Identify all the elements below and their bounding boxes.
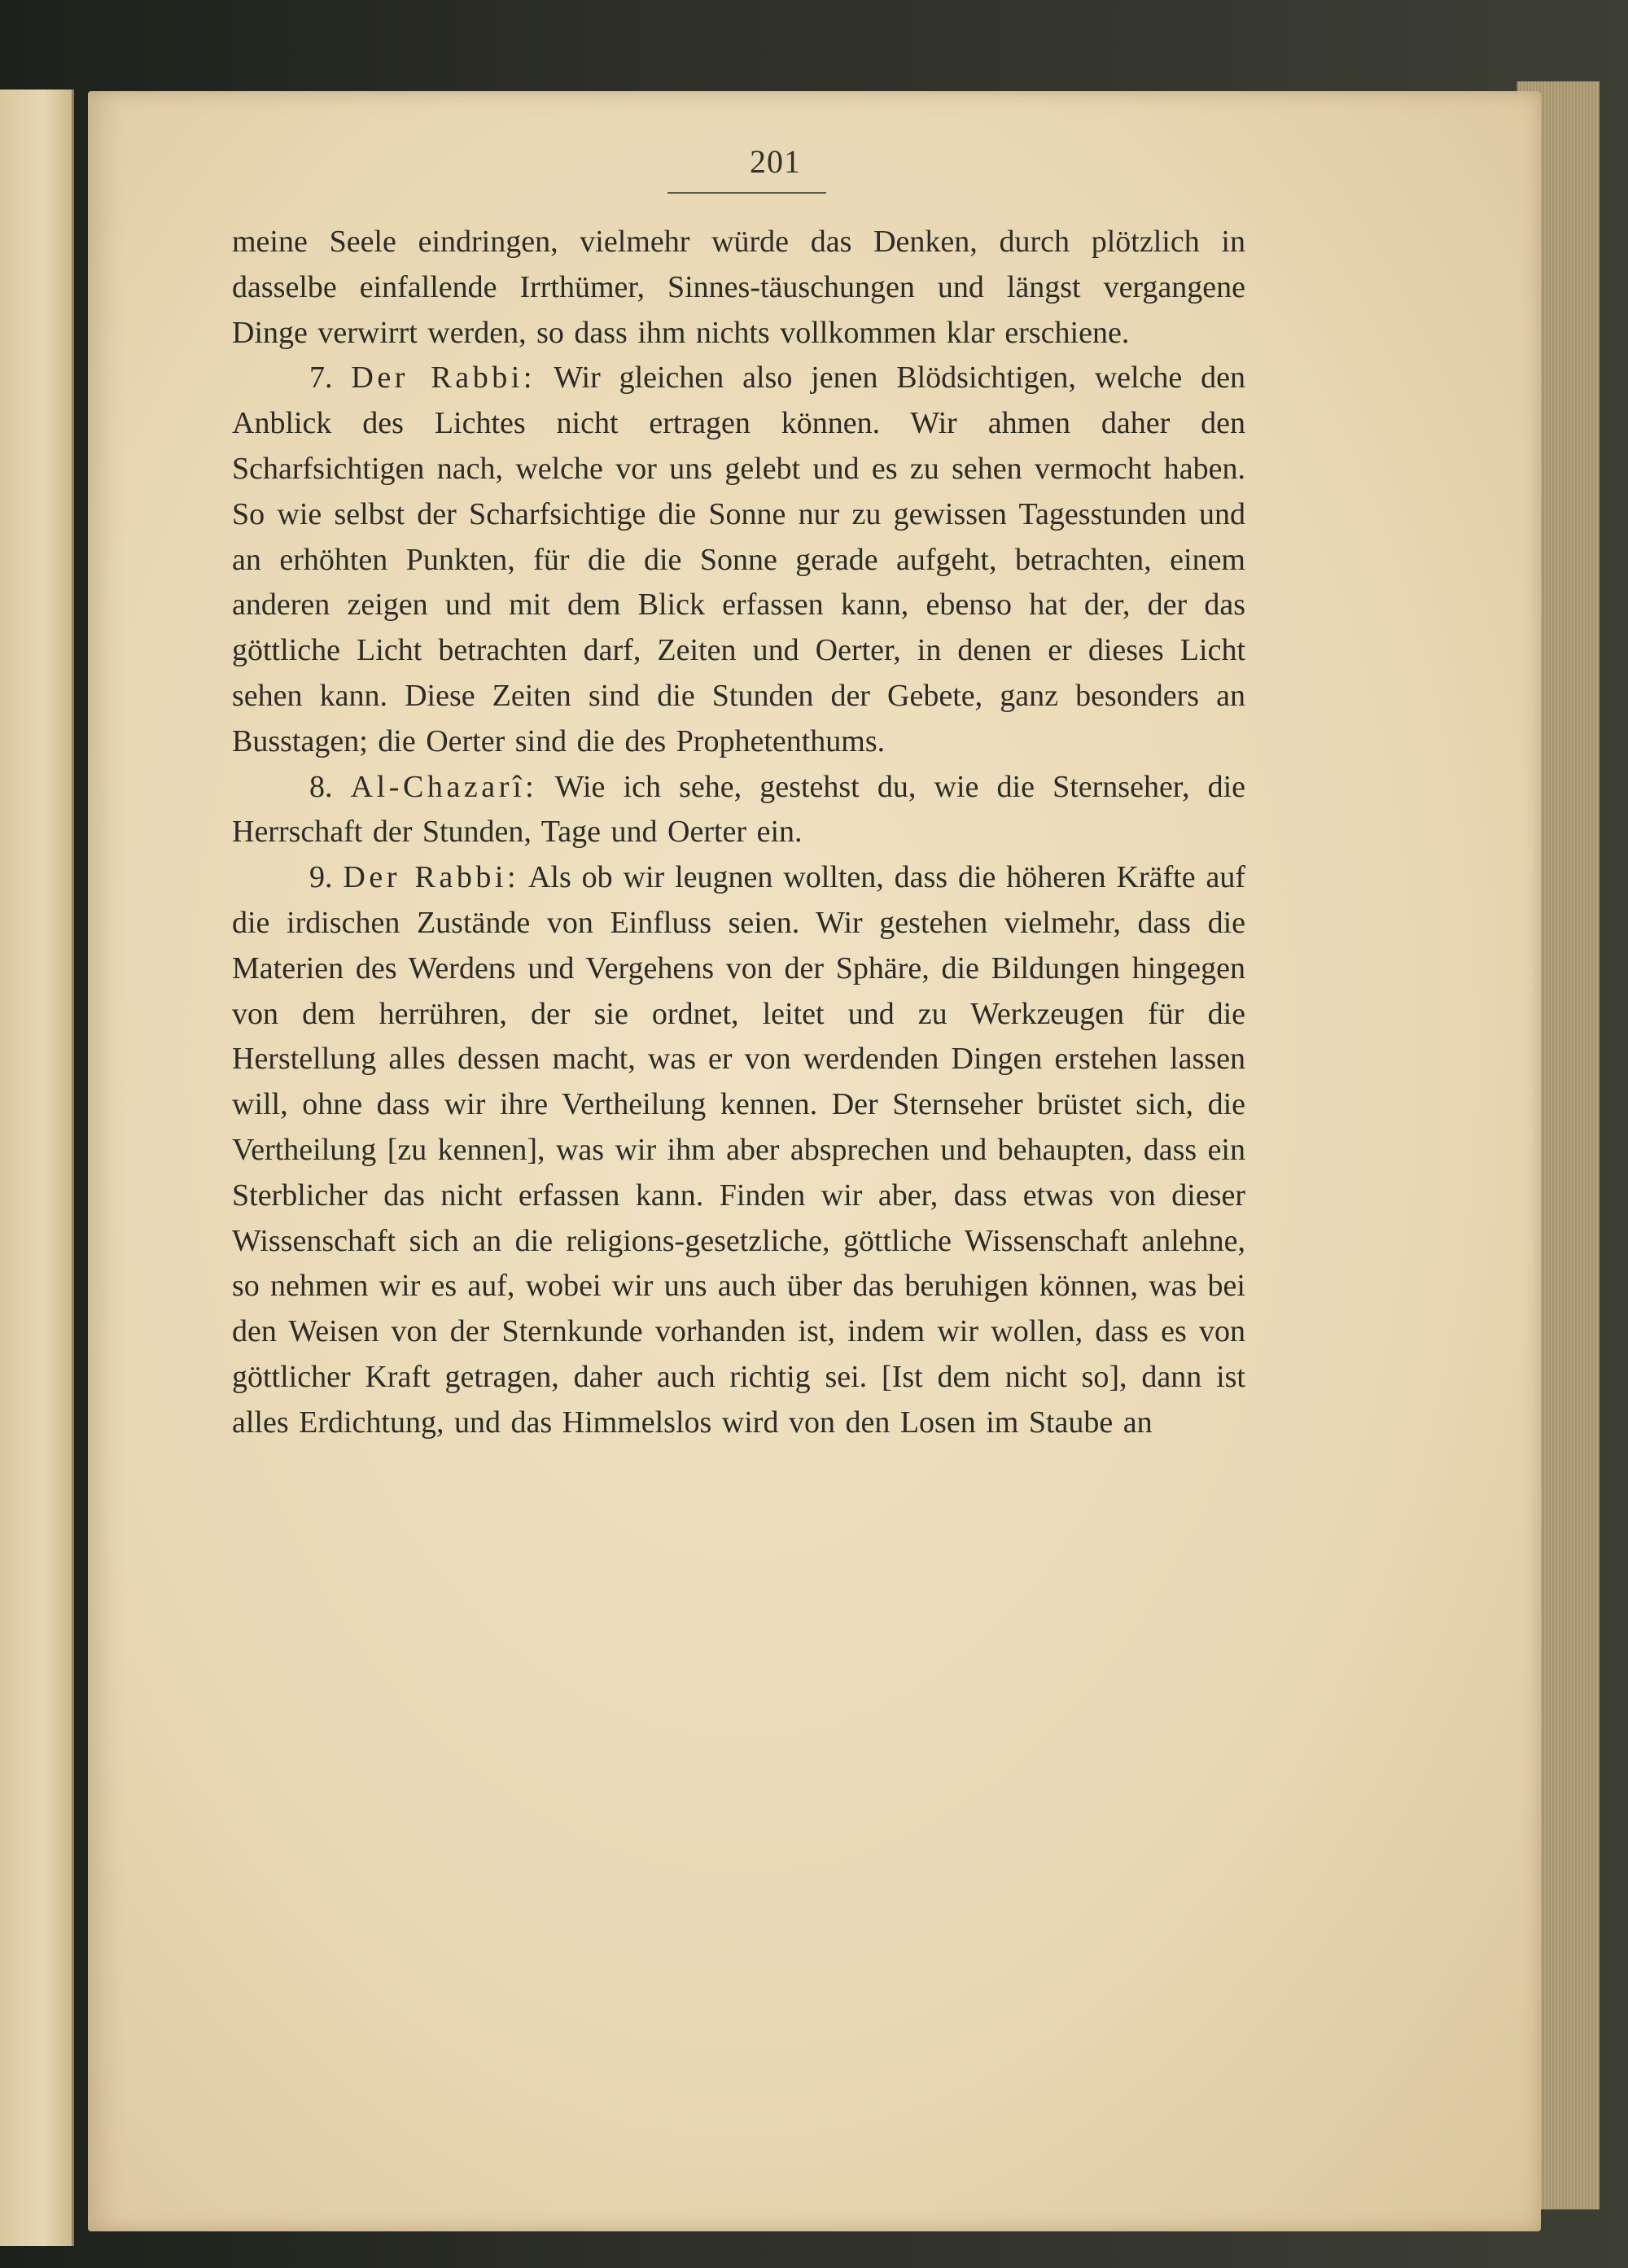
left-page-edge	[0, 90, 74, 2246]
speaker-label: Der Rabbi:	[351, 361, 536, 395]
paragraph-8	[232, 765, 1245, 856]
header-rule	[667, 192, 826, 194]
paragraph-text: meine Seele eindringen, vielmehr würde das Denken, durch plötzlich in dasselbe einfallende Irrthümer, Sinnes-täuschungen und längst vergangene Dinge verwirrt werden, so dass ihm nichts vollkommen klar erschiene.	[232, 225, 1245, 350]
paragraph-text: Als ob wir leugnen wollten, dass die höheren Kräfte auf die irdischen Zustände von Einfluss seien. Wir gestehen vielmehr, dass die Materien des Werdens und Vergehens von der Sphäre, die Bildungen hingegen von dem herrühren, der sie ordnet, leitet und zu Werkzeugen für die Herstellung alles dessen macht, was er von werdenden Dingen erstehen lassen will, ohne dass wir ihre Vertheilung kennen. Der Sternseher brüstet sich, die Vertheilung [zu kennen], was wir ihm aber absprechen und behaupten, dass ein Sterblicher das nicht erfassen kann. Finden wir aber, dass etwas von dieser Wissenschaft sich an die religions-gesetzliche, göttliche Wissenschaft anlehne, so nehmen wir es auf, wobei wir uns auch über das beruhigen können, was bei den Weisen von der Sternkunde vorhanden ist, indem wir wollen, dass es von göttlicher Kraft getragen, daher auch richtig sei. [Ist dem nicht so], dann ist alles Erdichtung, und das Himmelslos wird von den Losen im Staube an	[232, 860, 1246, 1440]
paragraph-text: Wie ich sehe, gestehst du, wie die Sternseher, die Herrschaft der Stunden, Tage und Oerter ein.	[232, 769, 1246, 850]
paragraph-continuation	[232, 220, 1245, 356]
paragraph-label: 9.	[309, 860, 333, 895]
paragraph-9	[232, 855, 1245, 1445]
page-number: 201	[750, 143, 801, 180]
paragraph-text: Wir gleichen also jenen Blödsichtigen, welche den Anblick des Lichtes nicht ertragen können. Wir ahmen daher den Scharfsichtigen nach, welche vor uns gelebt und es zu sehen vermocht haben. So wie selbst der Scharfsichtige die Sonne nur zu gewissen Tagesstunden und an erhöhten Punkten, für die die Sonne gerade aufgeht, betrachten, einem anderen zeigen und mit dem Blick erfassen kann, ebenso hat der, der das göttliche Licht betrachten darf, Zeiten und Oerter, in denen er dieses Licht sehen kann. Diese Zeiten sind die Stunden der Gebete, ganz besonders an Busstagen; die Oerter sind die des Prophetenthums.	[232, 361, 1245, 758]
paragraph-label: 7.	[309, 361, 333, 395]
page-content	[232, 220, 1245, 1446]
paragraph-label: 8.	[309, 769, 333, 804]
speaker-label: Al-Chazarî:	[350, 769, 538, 804]
paragraph-7	[232, 356, 1245, 764]
speaker-label: Der Rabbi:	[343, 860, 520, 895]
